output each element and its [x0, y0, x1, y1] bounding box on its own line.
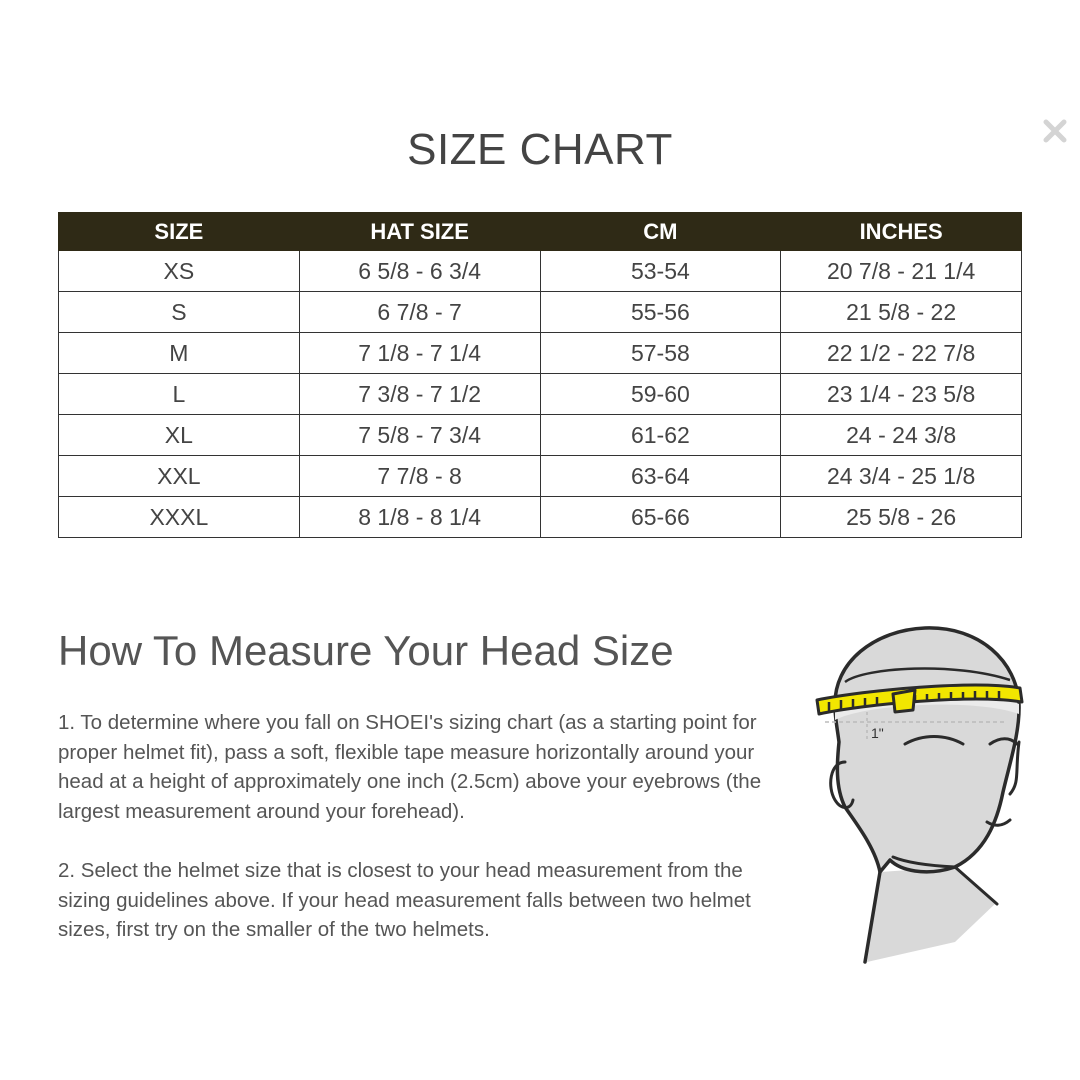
table-row [59, 497, 1022, 538]
cell-cm: 63-64 [540, 456, 781, 497]
table-row [59, 251, 1022, 292]
cell-inches: 22 1/2 - 22 7/8 [781, 333, 1022, 374]
cell-inches: 24 3/4 - 25 1/8 [781, 456, 1022, 497]
cell-inches: 23 1/4 - 23 5/8 [781, 374, 1022, 415]
table-row [59, 333, 1022, 374]
cell-hat-size: 7 7/8 - 8 [299, 456, 540, 497]
column-header-inches: INCHES [781, 213, 1022, 251]
cell-cm: 61-62 [540, 415, 781, 456]
cell-inches: 21 5/8 - 22 [781, 292, 1022, 333]
table-row [59, 292, 1022, 333]
cell-hat-size: 7 1/8 - 7 1/4 [299, 333, 540, 374]
cell-size: XS [59, 251, 300, 292]
cell-cm: 57-58 [540, 333, 781, 374]
column-header-cm: CM [540, 213, 781, 251]
cell-hat-size: 7 3/8 - 7 1/2 [299, 374, 540, 415]
cell-hat-size: 6 7/8 - 7 [299, 292, 540, 333]
column-header-size: SIZE [59, 213, 300, 251]
table-header-row [59, 213, 1022, 251]
cell-hat-size: 7 5/8 - 7 3/4 [299, 415, 540, 456]
cell-size: XL [59, 415, 300, 456]
head-measurement-illustration [805, 622, 1030, 967]
table-row [59, 415, 1022, 456]
page-title: SIZE CHART [407, 125, 673, 174]
instruction-step-2: 2. Select the helmet size that is closest to your head measurement from the sizing guidelines above. If your head measurement falls between two helmet sizes, first try on the smaller of the two helmets. [58, 859, 751, 941]
cell-size: XXXL [59, 497, 300, 538]
section-heading: How To Measure Your Head Size [58, 627, 674, 674]
cell-hat-size: 6 5/8 - 6 3/4 [299, 251, 540, 292]
cell-inches: 24 - 24 3/8 [781, 415, 1022, 456]
table-row [59, 456, 1022, 497]
cell-size: S [59, 292, 300, 333]
table-row [59, 374, 1022, 415]
column-header-hat-size: HAT SIZE [299, 213, 540, 251]
cell-cm: 65-66 [540, 497, 781, 538]
measurement-label: 1" [871, 725, 884, 741]
cell-cm: 55-56 [540, 292, 781, 333]
cell-cm: 53-54 [540, 251, 781, 292]
cell-size: L [59, 374, 300, 415]
cell-size: XXL [59, 456, 300, 497]
cell-size: M [59, 333, 300, 374]
cell-inches: 25 5/8 - 26 [781, 497, 1022, 538]
cell-cm: 59-60 [540, 374, 781, 415]
size-table [58, 212, 1022, 538]
instruction-step-1: 1. To determine where you fall on SHOEI's sizing chart (as a starting point for proper helmet fit), pass a soft, flexible tape measure horizontally around your head at a height of approximately one inch (2.5cm) above your eyebrows (the largest measurement around your forehead). [58, 711, 762, 823]
cell-hat-size: 8 1/8 - 8 1/4 [299, 497, 540, 538]
cell-inches: 20 7/8 - 21 1/4 [781, 251, 1022, 292]
